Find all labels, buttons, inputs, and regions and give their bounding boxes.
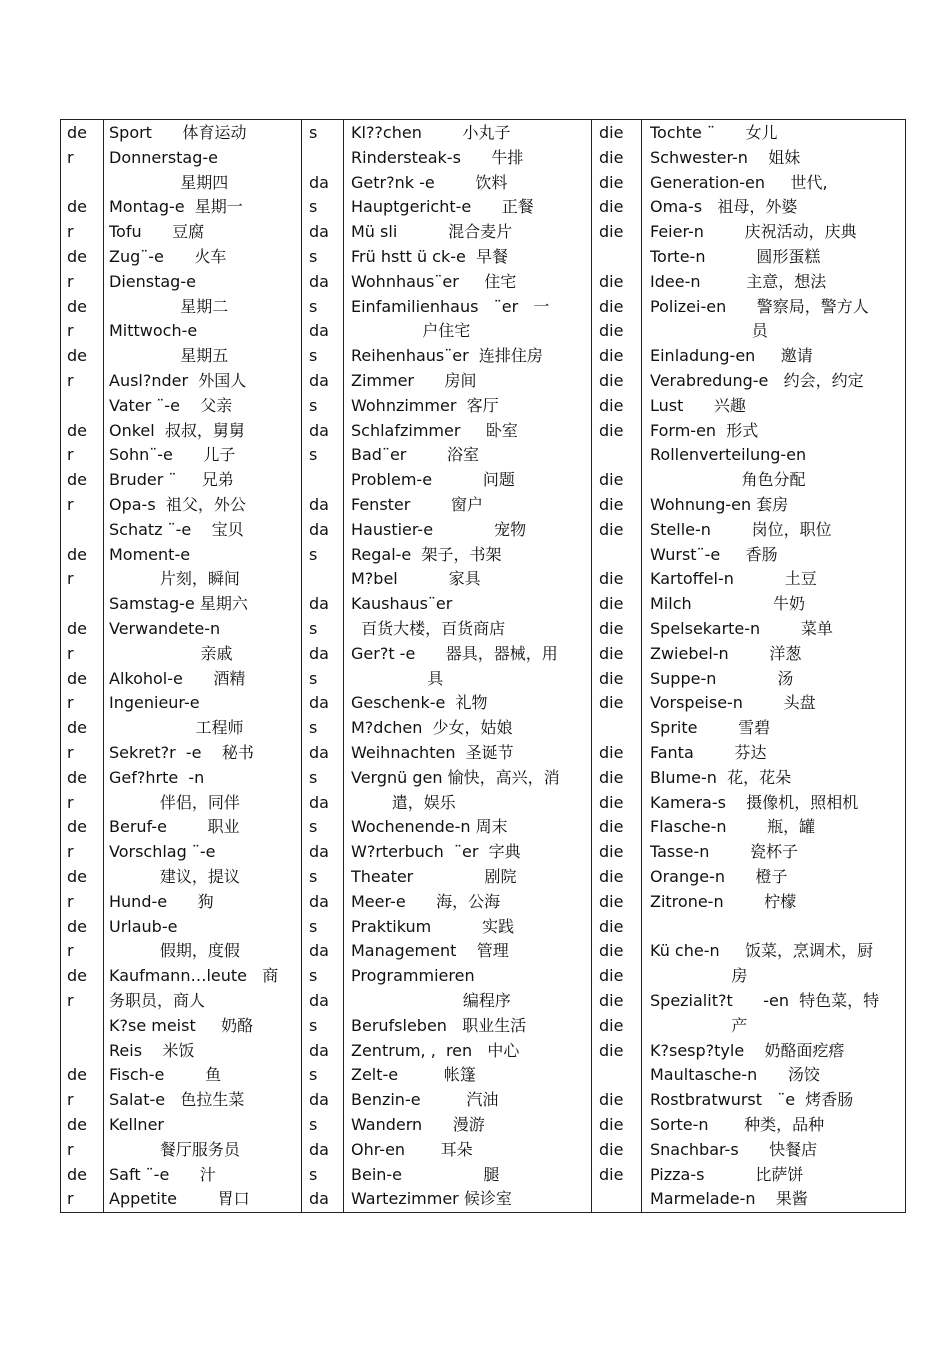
table-line: de: [67, 197, 87, 217]
table-line: 户住宅: [351, 321, 471, 341]
table-line: r: [67, 743, 74, 762]
table-line: die: [599, 470, 624, 490]
table-line: s: [309, 668, 318, 688]
table-line: Management 管理: [351, 941, 509, 961]
table-line: Appetite 胃口: [109, 1189, 250, 1209]
table-line: de: [67, 123, 87, 142]
table-line: K?se meist 奶酪: [109, 1015, 254, 1035]
table-line: s: [309, 445, 318, 465]
table-line: Sport 体育运动: [109, 123, 247, 142]
table-line: s: [309, 1164, 318, 1184]
table-line: da: [309, 693, 329, 713]
table-line: Suppe-n 汤: [650, 668, 794, 688]
table-line: die: [599, 743, 624, 762]
table-line: Snachbar-s 快餐店: [650, 1139, 818, 1159]
table-line: r: [67, 321, 74, 341]
table-line: die: [599, 420, 624, 440]
table-line: Montag-e 星期一: [109, 197, 243, 217]
table-line: Benzin-e 汽油: [351, 1090, 499, 1110]
table-line: da: [309, 643, 329, 663]
table-line: r: [67, 991, 74, 1010]
table-line: r: [67, 941, 74, 961]
table-line: die: [599, 321, 624, 341]
table-line: r: [67, 693, 74, 713]
table-line: s: [309, 718, 318, 738]
table-line: Schatz ¨-e 宝贝: [109, 519, 244, 539]
table-line: s: [309, 1115, 318, 1134]
table-line: Verwandete-n: [109, 619, 221, 638]
table-line: die: [599, 1040, 624, 1060]
table-line: die: [599, 569, 624, 589]
table-line: die: [599, 767, 624, 787]
table-line: r: [67, 891, 74, 911]
table-line: Hauptgericht-e 正餐: [351, 197, 534, 217]
table-line: Schwester-n 姐妹: [650, 147, 801, 167]
table-line: die: [599, 916, 624, 936]
table-line: Praktikum 实践: [351, 916, 515, 936]
table-line: Sohn¨-e 儿子: [109, 445, 236, 465]
table-line: die: [599, 817, 624, 837]
table-line: die: [599, 346, 624, 366]
table-line: da: [309, 842, 329, 862]
table-line: Mü sli 混合麦片: [351, 222, 513, 242]
table-line: da: [309, 271, 329, 291]
table-line: r: [67, 495, 74, 514]
table-line: die: [599, 594, 624, 614]
table-line: de: [67, 247, 87, 266]
table-line: 假期，度假: [109, 941, 240, 961]
table-line: da: [309, 941, 329, 961]
table-line: de: [67, 296, 87, 316]
table-line: Verabredung-e 约会，约定: [650, 371, 864, 390]
table-line: die: [599, 643, 624, 663]
column-divider: [641, 120, 642, 1212]
table-line: Bein-e 腿: [351, 1164, 500, 1184]
table-line: Wurst¨-e 香肠: [650, 544, 778, 564]
table-line: die: [599, 1164, 624, 1184]
table-line: de: [67, 867, 87, 886]
table-line: die: [599, 222, 624, 242]
table-line: s: [309, 544, 318, 564]
table-line: Problem-e 问题: [351, 470, 515, 490]
table-line: 务职员，商人: [109, 991, 206, 1010]
table-line: de: [67, 966, 87, 986]
table-line: r: [67, 792, 74, 812]
table-line: die: [599, 371, 624, 390]
table-line: 片刻，瞬间: [109, 569, 240, 589]
table-line: Alkohol-e 酒精: [109, 668, 246, 688]
table-line: Weihnachten 圣诞节: [351, 743, 514, 762]
table-line: die: [599, 271, 624, 291]
table-line: r: [67, 643, 74, 663]
article-column-2: [309, 120, 341, 1212]
table-line: Opa-s 祖父，外公: [109, 495, 246, 514]
table-line: Vorschlag ¨-e: [109, 842, 216, 862]
table-line: Moment-e: [109, 544, 191, 564]
table-line: da: [309, 172, 329, 192]
table-line: 百货大楼，百货商店: [351, 619, 506, 638]
table-line: Salat-e 色拉生菜: [109, 1090, 245, 1110]
table-line: Sprite 雪碧: [650, 718, 771, 738]
table-line: da: [309, 891, 329, 911]
table-line: die: [599, 693, 624, 713]
table-line: Schlafzimmer 卧室: [351, 420, 518, 440]
table-line: 星期五: [109, 346, 229, 366]
table-line: die: [599, 891, 624, 911]
table-line: s: [309, 197, 318, 217]
table-line: da: [309, 1040, 329, 1060]
table-line: Beruf-e 职业: [109, 817, 240, 837]
table-line: die: [599, 197, 624, 217]
table-line: die: [599, 296, 624, 316]
table-line: da: [309, 1189, 329, 1209]
table-line: 员: [650, 321, 768, 341]
table-line: 建议，提议: [109, 867, 240, 886]
table-line: die: [599, 867, 624, 886]
table-line: Kü che-n 饭菜，烹调术，厨: [650, 941, 874, 961]
table-line: Bad¨er 浴室: [351, 445, 480, 465]
table-line: da: [309, 1090, 329, 1110]
table-line: Vater ¨-e 父亲: [109, 395, 233, 415]
table-line: die: [599, 495, 624, 514]
table-line: 具: [351, 668, 444, 688]
table-line: Idee-n 主意，想法: [650, 271, 827, 291]
table-line: s: [309, 916, 318, 936]
table-line: 亲戚: [109, 643, 233, 663]
table-line: da: [309, 321, 329, 341]
table-line: Rostbratwurst ¨e 烤香肠: [650, 1090, 854, 1110]
table-line: 产: [650, 1015, 748, 1035]
table-line: die: [599, 1090, 624, 1110]
table-line: M?dchen 少女，姑娘: [351, 718, 513, 738]
table-line: 工程师: [109, 718, 244, 738]
table-line: Urlaub-e: [109, 916, 178, 936]
table-line: da: [309, 1139, 329, 1159]
table-line: r: [67, 271, 74, 291]
table-line: Spezialit?t -en 特色菜，特: [650, 991, 880, 1010]
table-line: Milch 牛奶: [650, 594, 806, 614]
table-line: Samstag-e 星期六: [109, 594, 248, 614]
table-line: Hund-e 狗: [109, 891, 214, 911]
table-line: Zwiebel-n 洋葱: [650, 643, 802, 663]
column-divider: [301, 120, 302, 1212]
table-line: Mittwoch-e: [109, 321, 198, 341]
table-line: Polizei-en 警察局，警方人: [650, 296, 869, 316]
table-line: Fisch-e 鱼: [109, 1065, 222, 1085]
table-line: Getr?nk -e 饮料: [351, 172, 508, 192]
table-line: Ger?t -e 器具，器械，用: [351, 643, 558, 663]
table-line: Orange-n 橙子: [650, 867, 788, 886]
table-line: r: [67, 371, 74, 390]
table-line: Oma-s 祖母，外婆: [650, 197, 798, 217]
table-line: Wohnhaus¨er 住宅: [351, 271, 517, 291]
table-line: 星期二: [109, 296, 229, 316]
table-line: 餐厅服务员: [109, 1139, 240, 1159]
table-line: s: [309, 123, 318, 142]
table-line: Haustier-e 宠物: [351, 519, 527, 539]
table-line: de: [67, 346, 87, 366]
table-line: Zelt-e 帐篷: [351, 1065, 476, 1085]
table-line: Berufsleben 职业生活: [351, 1015, 527, 1035]
table-line: Feier-n 庆祝活动，庆典: [650, 222, 857, 242]
table-line: de: [67, 668, 87, 688]
table-line: s: [309, 867, 318, 886]
table-line: Tasse-n 瓷杯子: [650, 842, 799, 862]
table-line: die: [599, 395, 624, 415]
table-line: die: [599, 966, 624, 986]
table-line: r: [67, 1189, 74, 1209]
table-line: Zug¨-e 火车: [109, 247, 227, 266]
table-line: da: [309, 519, 329, 539]
table-line: Saft ¨-e 汁: [109, 1164, 216, 1184]
table-line: Ausl?nder 外国人: [109, 371, 247, 390]
table-line: Kellner: [109, 1115, 164, 1134]
table-line: s: [309, 817, 318, 837]
table-line: Rollenverteilung-en: [650, 445, 807, 465]
table-line: Regal-e 架子，书架: [351, 544, 502, 564]
table-line: Programmieren: [351, 966, 475, 986]
table-line: W?rterbuch ¨er 字典: [351, 842, 521, 862]
table-line: die: [599, 172, 624, 192]
table-line: r: [67, 1139, 74, 1159]
table-line: Tochte ¨ 女儿: [650, 123, 778, 142]
table-line: Kaufmann…leute 商: [109, 966, 279, 986]
table-line: Fanta 芬达: [650, 743, 767, 762]
table-line: Generation-en 世代,: [650, 172, 828, 192]
table-line: s: [309, 395, 318, 415]
table-line: da: [309, 743, 329, 762]
table-line: Flasche-n 瓶，罐: [650, 817, 816, 837]
table-line: da: [309, 222, 329, 242]
table-line: 编程序: [351, 991, 511, 1010]
table-line: de: [67, 420, 87, 440]
table-line: K?sesp?tyle 奶酪面疙瘩: [650, 1040, 845, 1060]
table-line: s: [309, 296, 318, 316]
table-line: da: [309, 495, 329, 514]
table-line: Kamera-s 摄像机，照相机: [650, 792, 859, 812]
table-line: Zitrone-n 柠檬: [650, 891, 797, 911]
table-line: 遣，娱乐: [351, 792, 456, 812]
table-line: de: [67, 544, 87, 564]
table-line: Tofu 豆腐: [109, 222, 205, 242]
table-line: Lust 兴趣: [650, 395, 746, 415]
word-column-3: [650, 120, 905, 1212]
table-line: s: [309, 966, 318, 986]
table-line: Maultasche-n 汤饺: [650, 1065, 820, 1085]
table-line: die: [599, 147, 624, 167]
table-line: die: [599, 991, 624, 1010]
table-line: r: [67, 1090, 74, 1110]
table-line: s: [309, 1015, 318, 1035]
table-line: Reihenhaus¨er 连排住房: [351, 346, 543, 366]
table-line: Einladung-en 邀请: [650, 346, 813, 366]
table-line: Onkel 叔叔，舅舅: [109, 420, 245, 440]
table-line: 角色分配: [650, 470, 806, 490]
table-line: Wohnung-en 套房: [650, 495, 789, 514]
table-line: de: [67, 767, 87, 787]
table-line: Zimmer 房间: [351, 371, 477, 390]
table-line: Ohr-en 耳朵: [351, 1139, 473, 1159]
table-line: Zentrum, , ren 中心: [351, 1040, 520, 1060]
table-line: 星期四: [109, 172, 229, 192]
table-line: Reis 米饭: [109, 1040, 195, 1060]
table-line: de: [67, 817, 87, 837]
table-line: Geschenk-e 礼物: [351, 693, 488, 713]
table-line: s: [309, 619, 318, 638]
table-line: r: [67, 445, 74, 465]
table-line: die: [599, 941, 624, 961]
table-line: r: [67, 222, 74, 242]
table-line: die: [599, 519, 624, 539]
table-line: Fenster 窗户: [351, 495, 484, 514]
table-line: die: [599, 1139, 624, 1159]
table-line: die: [599, 619, 624, 638]
word-column-1: [109, 120, 299, 1212]
table-line: 房: [650, 966, 748, 986]
table-line: de: [67, 1065, 87, 1085]
table-line: Sorte-n 种类，品种: [650, 1115, 825, 1134]
table-line: Dienstag-e: [109, 271, 196, 291]
table-line: da: [309, 792, 329, 812]
table-line: Sekret?r -e 秘书: [109, 743, 254, 762]
table-line: Bruder ¨ 兄弟: [109, 470, 234, 490]
table-line: die: [599, 123, 624, 142]
table-line: de: [67, 1115, 87, 1134]
table-line: M?bel 家具: [351, 569, 481, 589]
table-line: r: [67, 569, 74, 589]
table-line: Wartezimmer 候诊室: [351, 1189, 512, 1209]
table-line: die: [599, 792, 624, 812]
table-line: da: [309, 420, 329, 440]
table-line: de: [67, 1164, 87, 1184]
table-line: Marmelade-n 果酱: [650, 1189, 808, 1209]
table-line: Torte-n 圆形蛋糕: [650, 247, 821, 266]
table-line: Meer-e 海，公海: [351, 891, 501, 911]
table-line: de: [67, 470, 87, 490]
table-line: da: [309, 371, 329, 390]
table-line: da: [309, 991, 329, 1010]
table-line: Wandern 漫游: [351, 1115, 485, 1134]
article-column-1: [67, 120, 101, 1212]
table-line: de: [67, 916, 87, 936]
table-line: s: [309, 767, 318, 787]
table-line: s: [309, 247, 318, 266]
table-line: Form-en 形式: [650, 420, 759, 440]
table-line: Stelle-n 岗位，职位: [650, 519, 832, 539]
word-column-2: [351, 120, 589, 1212]
table-line: die: [599, 668, 624, 688]
table-line: Gef?hrte -n: [109, 767, 205, 787]
table-line: Spelsekarte-n 菜单: [650, 619, 833, 638]
column-divider: [591, 120, 592, 1212]
table-line: r: [67, 842, 74, 862]
table-line: Kaushaus¨er: [351, 594, 453, 614]
table-line: de: [67, 718, 87, 738]
table-line: Wohnzimmer 客厅: [351, 395, 499, 415]
table-line: Vergnü gen 愉快，高兴，消: [351, 767, 560, 787]
table-line: Donnerstag-e: [109, 147, 218, 167]
table-line: da: [309, 594, 329, 614]
column-divider: [343, 120, 344, 1212]
table-line: s: [309, 346, 318, 366]
vocabulary-table: [60, 119, 906, 1213]
table-line: Ingenieur-e: [109, 693, 200, 713]
table-line: Frü hstt ü ck-e 早餐: [351, 247, 509, 266]
table-line: Blume-n 花，花朵: [650, 767, 792, 787]
table-line: Einfamilienhaus ¨er 一: [351, 296, 550, 316]
table-line: r: [67, 147, 74, 167]
table-line: Kl??chen 小丸子: [351, 123, 511, 142]
table-line: die: [599, 1115, 624, 1134]
table-line: die: [599, 842, 624, 862]
table-line: s: [309, 1065, 318, 1085]
table-line: 伴侣，同伴: [109, 792, 240, 812]
table-line: Wochenende-n 周末: [351, 817, 508, 837]
table-line: die: [599, 1015, 624, 1035]
table-line: Kartoffel-n 土豆: [650, 569, 817, 589]
table-line: de: [67, 619, 87, 638]
table-line: Pizza-s 比萨饼: [650, 1164, 804, 1184]
table-line: Vorspeise-n 头盘: [650, 693, 816, 713]
column-divider: [103, 120, 104, 1212]
table-line: Rindersteak-s 牛排: [351, 147, 524, 167]
article-column-3: [599, 120, 639, 1212]
table-line: Theater 剧院: [351, 867, 517, 886]
